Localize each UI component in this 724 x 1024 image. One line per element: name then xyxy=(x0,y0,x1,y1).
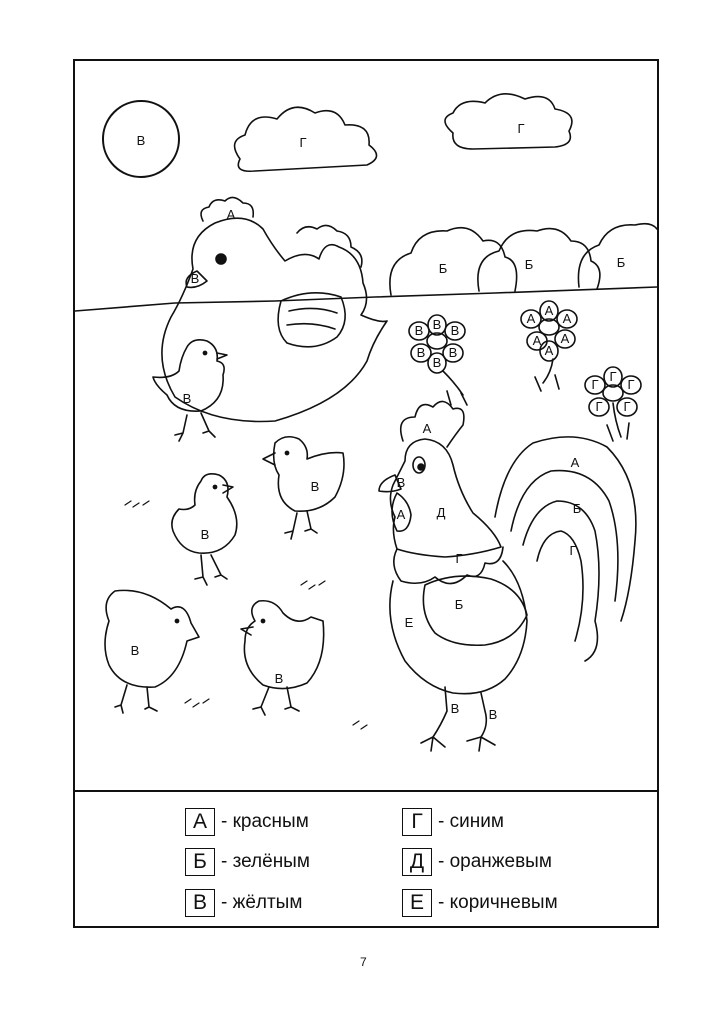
svg-text:В: В xyxy=(448,345,458,360)
legend-text: - жёлтым xyxy=(221,892,303,913)
rooster xyxy=(379,401,636,751)
svg-text:Г: Г xyxy=(517,121,525,136)
hen xyxy=(162,197,387,421)
svg-text:А: А xyxy=(526,311,536,326)
svg-text:Г: Г xyxy=(609,369,617,384)
legend-item xyxy=(402,887,558,919)
svg-text:В: В xyxy=(450,323,460,338)
svg-text:Г: Г xyxy=(299,135,307,150)
svg-text:А: А xyxy=(226,207,236,222)
svg-text:Б: Б xyxy=(524,257,534,272)
chick-5 xyxy=(241,601,324,715)
svg-text:А: А xyxy=(396,507,406,522)
svg-text:А: А xyxy=(532,333,542,348)
chick-2 xyxy=(172,474,237,585)
cloud-left xyxy=(235,107,377,171)
svg-text:Б: Б xyxy=(572,501,582,516)
legend-letter-box: Г xyxy=(402,808,432,836)
svg-text:Г: Г xyxy=(455,551,463,566)
svg-text:В: В xyxy=(310,479,320,494)
svg-text:Б: Б xyxy=(454,597,464,612)
svg-text:Б: Б xyxy=(616,255,626,270)
chick-4 xyxy=(105,590,199,713)
cloud-right xyxy=(445,94,572,149)
sun xyxy=(103,101,179,177)
svg-text:В: В xyxy=(432,355,442,370)
svg-text:В: В xyxy=(136,133,146,148)
svg-text:Б: Б xyxy=(438,261,448,276)
svg-text:В: В xyxy=(274,671,284,686)
legend-item xyxy=(185,846,310,878)
svg-text:Е: Е xyxy=(404,615,414,630)
legend-text: - коричневым xyxy=(438,892,558,913)
legend-item xyxy=(402,806,504,838)
flower-red xyxy=(521,301,577,391)
svg-text:В: В xyxy=(450,701,460,716)
legend-text: - красным xyxy=(221,811,309,832)
svg-text:В: В xyxy=(200,527,210,542)
svg-text:Г: Г xyxy=(623,399,631,414)
legend-item xyxy=(402,846,552,878)
legend-letter-box: В xyxy=(185,889,215,917)
svg-text:А: А xyxy=(544,303,554,318)
legend-text: - оранжевым xyxy=(438,851,552,872)
legend-letter-box: Б xyxy=(185,848,215,876)
legend-letter-box: Д xyxy=(402,848,432,876)
svg-text:А: А xyxy=(422,421,432,436)
svg-text:Г: Г xyxy=(569,543,577,558)
chick-1 xyxy=(153,340,227,441)
legend-letter-box: А xyxy=(185,808,215,836)
svg-text:Г: Г xyxy=(595,399,603,414)
svg-text:В: В xyxy=(488,707,498,722)
grass-tufts xyxy=(125,501,367,729)
legend-item xyxy=(185,887,302,919)
svg-text:В: В xyxy=(416,345,426,360)
svg-text:В: В xyxy=(190,271,200,286)
svg-text:В: В xyxy=(130,643,140,658)
legend-text: - синим xyxy=(438,811,504,832)
legend-item xyxy=(185,806,309,838)
color-legend xyxy=(75,790,657,928)
svg-text:В: В xyxy=(414,323,424,338)
svg-text:А: А xyxy=(560,331,570,346)
coloring-page-frame xyxy=(73,59,659,928)
svg-text:В: В xyxy=(432,317,442,332)
svg-text:Г: Г xyxy=(591,377,599,392)
page-number: 7 xyxy=(360,955,367,969)
svg-text:Г: Г xyxy=(627,377,635,392)
flower-blue xyxy=(585,367,641,441)
bushes xyxy=(390,224,657,295)
svg-text:В: В xyxy=(396,475,406,490)
svg-text:Д: Д xyxy=(436,505,446,520)
svg-text:А: А xyxy=(570,455,580,470)
legend-letter-box: Е xyxy=(402,889,432,917)
coloring-illustration xyxy=(75,61,657,790)
svg-text:В: В xyxy=(182,391,192,406)
svg-text:А: А xyxy=(544,343,554,358)
flower-yellow xyxy=(409,315,467,405)
chick-3 xyxy=(263,437,344,539)
svg-text:А: А xyxy=(562,311,572,326)
legend-text: - зелёным xyxy=(221,851,310,872)
